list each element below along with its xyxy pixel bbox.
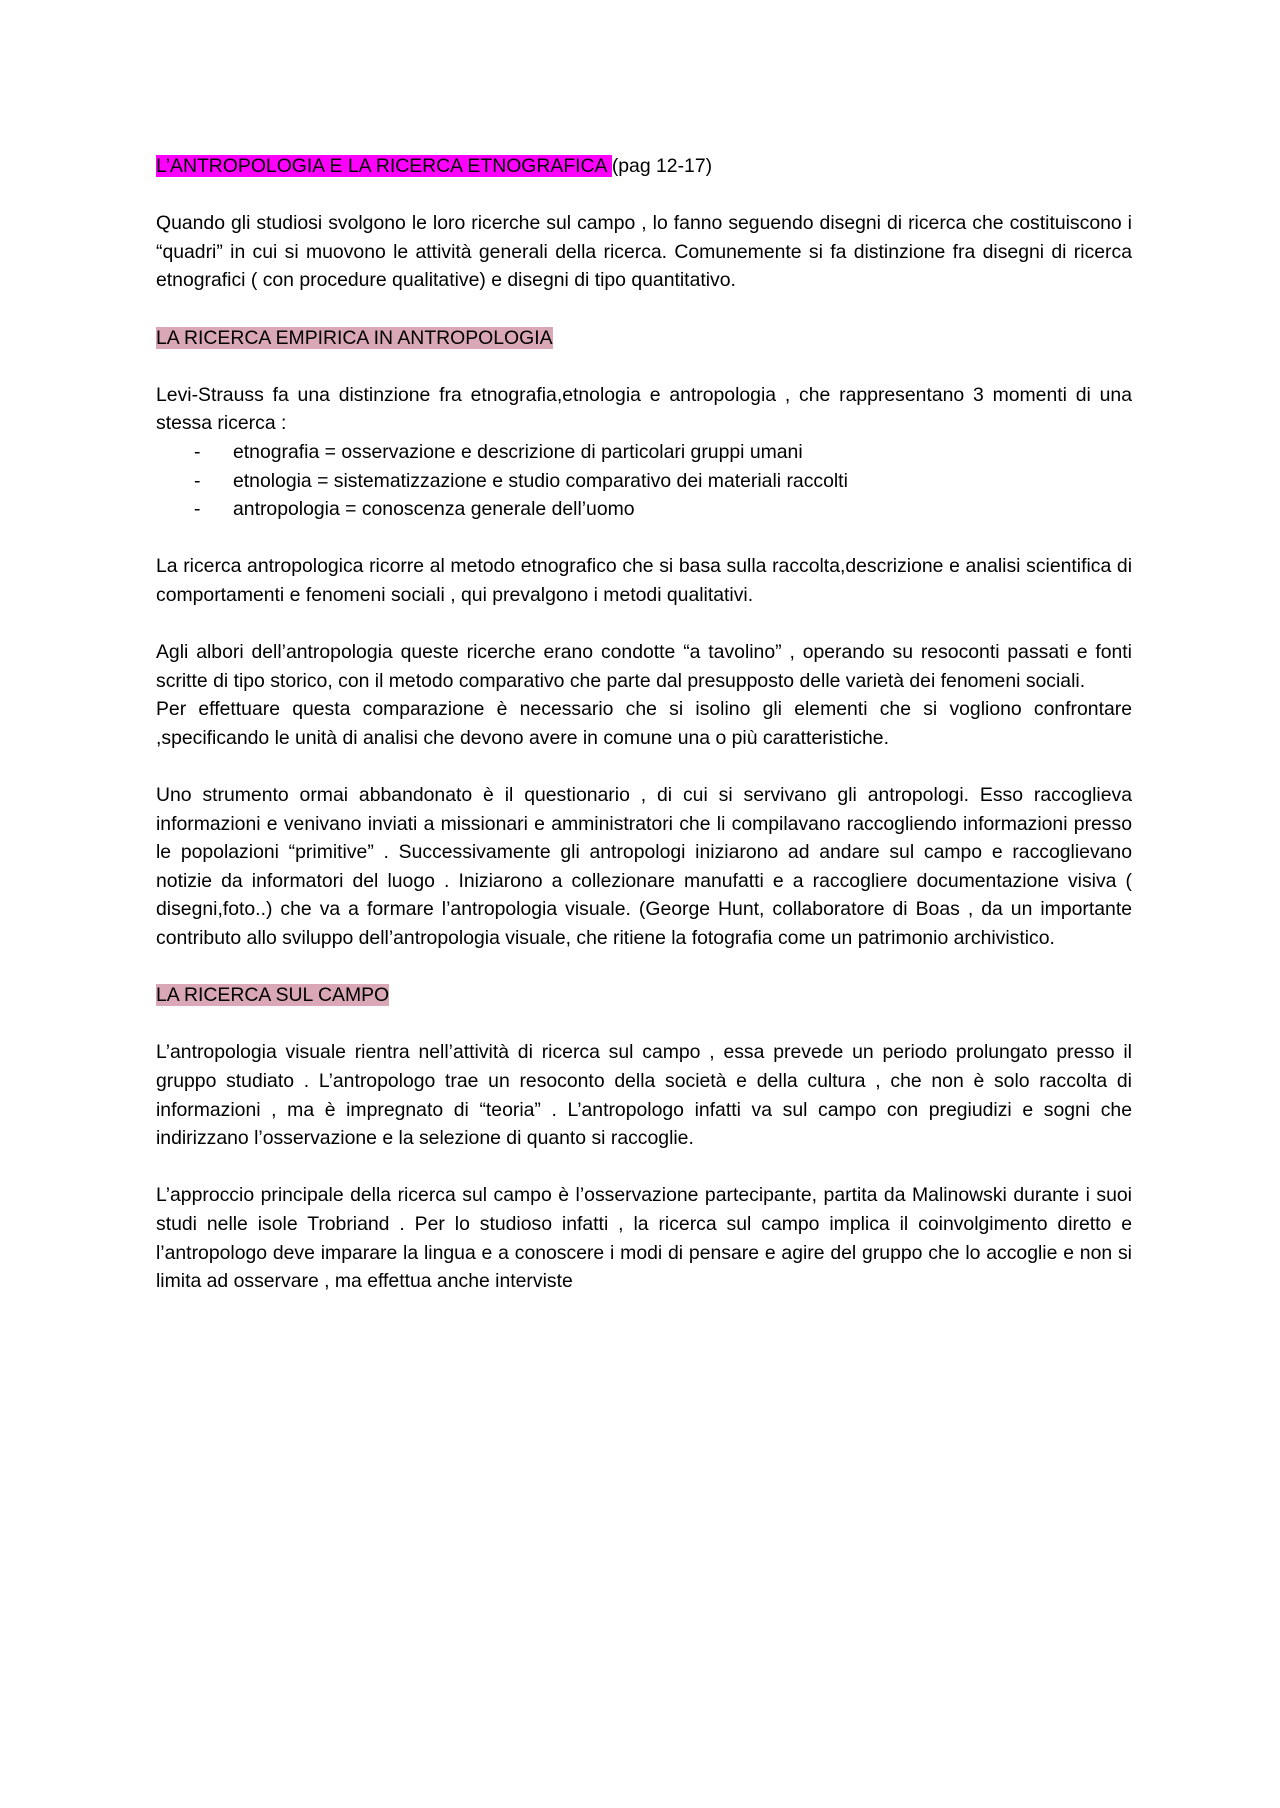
- document-page: [156, 152, 1132, 1296]
- definitions-list: [156, 438, 1132, 524]
- levi-strauss-paragraph: Levi-Strauss fa una distinzione fra etnografia,etnologia e antropologia , che rappresentano 3 momenti di una stessa ricerca :: [156, 383, 1132, 435]
- spacer: [156, 953, 1132, 982]
- spacer: [156, 1153, 1132, 1182]
- section-heading-text: LA RICERCA EMPIRICA IN ANTROPOLOGIA: [156, 326, 553, 349]
- spacer: [156, 352, 1132, 381]
- list-item-etnografia: [156, 438, 1132, 467]
- section-heading-ricerca-empirica: [156, 324, 1132, 353]
- title-highlighted: L’ANTROPOLOGIA E LA RICERCA ETNOGRAFICA: [156, 155, 612, 177]
- list-item-antropologia: [156, 495, 1132, 524]
- section-heading-ricerca-campo: [156, 981, 1132, 1010]
- spacer: [156, 610, 1132, 639]
- antropologia-visuale-paragraph: L’antropologia visuale rientra nell’attività di ricerca sul campo , essa prevede un periodo prolungato presso il gruppo studiato . L’antropologo trae un resoconto della società e della cultura , che non è solo raccolta di informazioni , ma è impregnato di “teoria” . L’antropologo infatti va sul campo con pregiudizi e sogni che indirizzano l’osservazione e la selezione di quanto si raccoglie.: [156, 1041, 1132, 1150]
- list-dash: -: [194, 440, 201, 463]
- spacer: [156, 181, 1132, 210]
- list-item-etnologia: [156, 467, 1132, 496]
- spacer: [156, 752, 1132, 781]
- section-heading-text: LA RICERCA SUL CAMPO: [156, 984, 390, 1007]
- questionario-paragraph: Uno strumento ormai abbandonato è il questionario , di cui si servivano gli antropologi. Esso raccoglieva informazioni e venivano inviati a missionari e amministratori che li compilavano raccogliendo informazioni presso le popolazioni “primitive” . Successivamente gli antropologi iniziarono ad andare sul campo e raccoglievano notizie da informatori del luogo . Iniziarono a collezionare manufatti e a raccogliere documentazione visiva ( disegni,foto..) che va a formare l’antropologia visuale. (George Hunt, collaboratore di Boas , da un importante contributo allo sviluppo dell’antropologia visuale, che ritiene la fotografia come un patrimonio archivistico.: [156, 784, 1132, 950]
- spacer: [156, 295, 1132, 324]
- list-dash: -: [194, 498, 201, 521]
- list-item-text: antropologia = conoscenza generale dell’uomo: [233, 498, 635, 521]
- spacer: [156, 1010, 1132, 1039]
- title-pages: (pag 12-17): [611, 155, 713, 177]
- osservazione-partecipante-paragraph: L’approccio principale della ricerca sul campo è l’osservazione partecipante, partita da Malinowski durante i suoi studi nelle isole Trobriand . Per lo studioso infatti , la ricerca sul campo implica il coinvolgimento diretto e l’antropologo deve imparare la lingua e a conoscere i modi di pensare e agire del gruppo che lo accoglie e non si limita ad osservare , ma effettua anche interviste: [156, 1184, 1132, 1293]
- spacer: [156, 524, 1132, 553]
- comparazione-paragraph: Per effettuare questa comparazione è necessario che si isolino gli elementi che si vogliono confrontare ,specificando le unità di analisi che devono avere in comune una o più caratteristiche.: [156, 698, 1132, 749]
- list-item-text: etnografia = osservazione e descrizione di particolari gruppi umani: [233, 440, 803, 463]
- metodo-etnografico-paragraph: La ricerca antropologica ricorre al metodo etnografico che si basa sulla raccolta,descrizione e analisi scientifica di comportamenti e fenomeni sociali , qui prevalgono i metodi qualitativi.: [156, 555, 1132, 606]
- document-title: [156, 152, 1132, 181]
- albori-paragraph: Agli albori dell’antropologia queste ricerche erano condotte “a tavolino” , operando su resoconti passati e fonti scritte di tipo storico, con il metodo comparativo che parte dal presupposto delle varietà dei fenomeni sociali.: [156, 641, 1132, 692]
- list-dash: -: [194, 469, 201, 492]
- list-item-text: etnologia = sistematizzazione e studio comparativo dei materiali raccolti: [233, 469, 848, 492]
- intro-paragraph: Quando gli studiosi svolgono le loro ricerche sul campo , lo fanno seguendo disegni di ricerca che costituiscono i “quadri” in cui si muovono le attività generali della ricerca. Comunemente si fa distinzione fra disegni di ricerca etnografici ( con procedure qualitative) e disegni di tipo quantitativo.: [156, 212, 1132, 292]
